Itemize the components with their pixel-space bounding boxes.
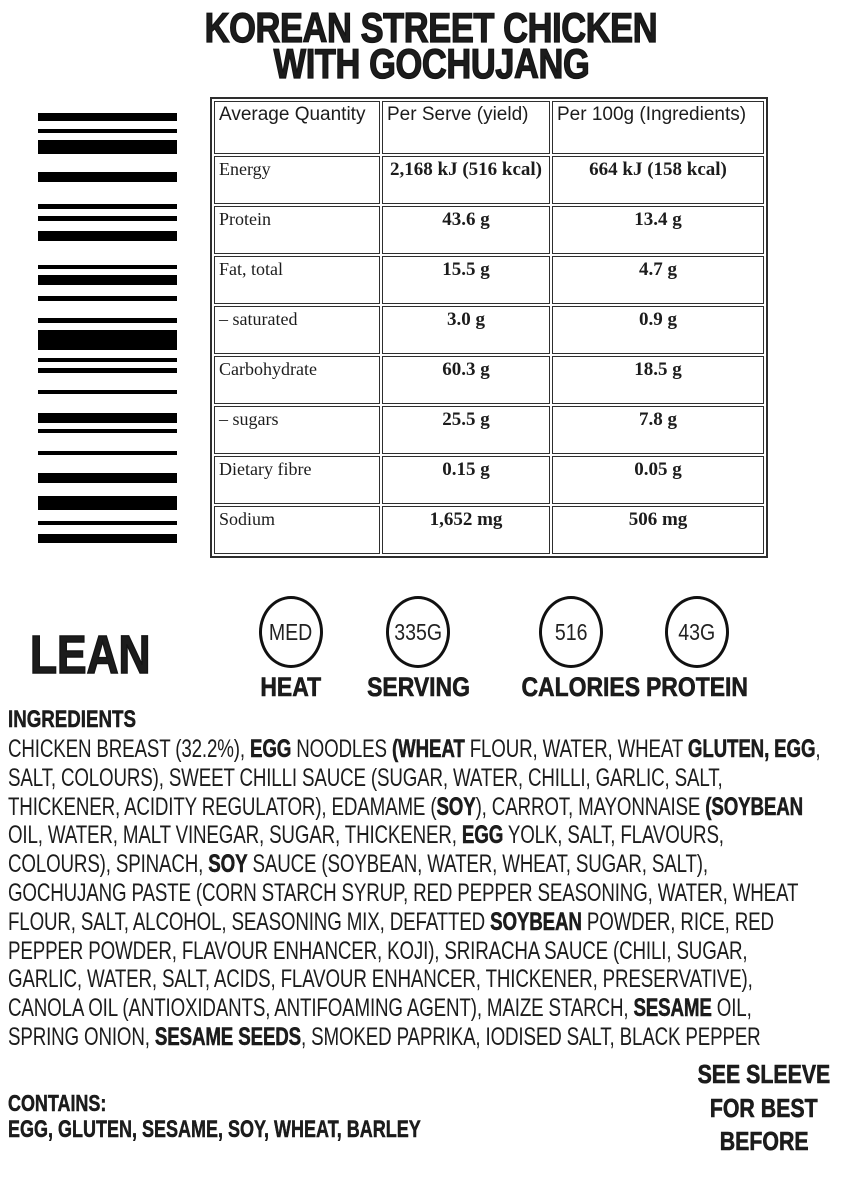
table-row-energy xyxy=(214,156,764,204)
badge-value: 43G xyxy=(678,618,716,645)
barcode-bar xyxy=(38,296,177,301)
barcode-bar xyxy=(38,275,177,285)
column-header-per-100g: Per 100g (Ingredients) xyxy=(552,101,764,154)
per-100g-value: 18.5 g xyxy=(552,356,764,404)
ingredients-line: GOCHUJANG PASTE (CORN STARCH SYRUP, RED PEPPER SEASONING, WATER, WHEAT xyxy=(8,878,799,907)
barcode-bar xyxy=(38,496,177,510)
contains-allergens: EGG, GLUTEN, SESAME, SOY, WHEAT, BARLEY xyxy=(8,1116,421,1143)
table-row-sodium xyxy=(214,506,764,554)
nutrition-panel xyxy=(210,97,768,558)
best-before-line1: SEE SLEEVE xyxy=(697,1059,831,1089)
barcode-bar xyxy=(38,390,177,394)
nutrition-table-header-row xyxy=(214,101,764,154)
row-label: Dietary fibre xyxy=(214,456,380,504)
table-row-dietary-fibre xyxy=(214,456,764,504)
badge-row xyxy=(0,596,862,706)
ingredients-line: CANOLA OIL (ANTIOXIDANTS, ANTIFOAMING AGENT), MAIZE STARCH, SESAME OIL, xyxy=(8,994,752,1023)
table-row-protein xyxy=(214,206,764,254)
badge-label: PROTEIN xyxy=(646,672,749,702)
per-100g-value: 506 mg xyxy=(552,506,764,554)
ingredients-line: CHICKEN BREAST (32.2%), EGG NOODLES (WHEAT FLOUR, WATER, WHEAT GLUTEN, EGG, xyxy=(8,735,821,763)
row-label: – saturated xyxy=(214,306,380,354)
row-label: Protein xyxy=(214,206,380,254)
per-serve-value: 15.5 g xyxy=(382,256,550,304)
badge-protein xyxy=(637,596,757,703)
best-before-note xyxy=(664,1058,862,1159)
lean-badge: LEAN xyxy=(30,625,151,685)
ingredients-text xyxy=(8,735,862,1052)
badge-value: 516 xyxy=(554,618,588,645)
badge-calories xyxy=(511,596,641,703)
barcode-bar xyxy=(38,473,177,483)
barcode-bar xyxy=(38,140,177,154)
row-label: Sodium xyxy=(214,506,380,554)
column-header-average-quantity: Average Quantity xyxy=(214,101,380,154)
table-row-sugars xyxy=(214,406,764,454)
table-row-carbohydrate xyxy=(214,356,764,404)
badge-label: SERVING xyxy=(367,672,470,702)
row-label: Fat, total xyxy=(214,256,380,304)
barcode-bar xyxy=(38,330,177,350)
barcode-bar xyxy=(38,129,177,133)
row-label: – sugars xyxy=(214,406,380,454)
ingredients-line: SALT, COLOURS), SWEET CHILLI SAUCE (SUGAR, WATER, CHILLI, GARLIC, SALT, xyxy=(8,763,723,792)
calories-circle-icon xyxy=(539,596,603,668)
row-label: Carbohydrate xyxy=(214,356,380,404)
barcode-bar xyxy=(38,358,177,362)
product-title-line1: KOREAN STREET CHICKEN xyxy=(204,4,658,51)
barcode-bar xyxy=(38,521,177,525)
ingredients-line: THICKENER, ACIDITY REGULATOR), EDAMAME (SOY), CARROT, MAYONNAISE (SOYBEAN xyxy=(8,792,804,821)
per-serve-value: 3.0 g xyxy=(382,306,550,354)
ingredients-line: OIL, WATER, MALT VINEGAR, SUGAR, THICKENER, EGG YOLK, SALT, FLAVOURS, xyxy=(8,821,724,850)
table-row-fat-total xyxy=(214,256,764,304)
badge-label: HEAT xyxy=(260,672,322,702)
per-serve-value: 0.15 g xyxy=(382,456,550,504)
per-100g-value: 664 kJ (158 kcal) xyxy=(552,156,764,204)
barcode xyxy=(38,113,177,543)
column-header-per-serve: Per Serve (yield) xyxy=(382,101,550,154)
barcode-bar xyxy=(38,368,177,373)
barcode-bar xyxy=(38,113,177,121)
best-before-line2: FOR BEST xyxy=(710,1092,818,1123)
per-serve-value: 25.5 g xyxy=(382,406,550,454)
per-100g-value: 13.4 g xyxy=(552,206,764,254)
ingredients-line: COLOURS), SPINACH, SOY SAUCE (SOYBEAN, WATER, WHEAT, SUGAR, SALT), xyxy=(8,850,708,879)
badge-serving xyxy=(358,596,478,703)
heat-circle-icon xyxy=(259,596,323,668)
row-label: Energy xyxy=(214,156,380,204)
ingredients-line: FLOUR, SALT, ALCOHOL, SEASONING MIX, DEFATTED SOYBEAN POWDER, RICE, RED xyxy=(8,907,774,936)
barcode-bar xyxy=(38,413,177,423)
barcode-bar xyxy=(38,534,177,543)
per-serve-value: 2,168 kJ (516 kcal) xyxy=(382,156,550,204)
ingredients-line: GARLIC, WATER, SALT, ACIDS, FLAVOUR ENHANCER, THICKENER, PRESERVATIVE), xyxy=(8,965,753,994)
badge-heat xyxy=(231,596,351,703)
best-before-line3: BEFORE xyxy=(719,1126,809,1156)
ingredients-line: SPRING ONION, SESAME SEEDS, SMOKED PAPRIKA, IODISED SALT, BLACK PEPPER xyxy=(8,1022,761,1051)
barcode-bar xyxy=(38,231,177,241)
badge-value: 335G xyxy=(394,618,442,645)
ingredients-line: PEPPER POWDER, FLAVOUR ENHANCER, KOJI), SRIRACHA SAUCE (CHILI, SUGAR, xyxy=(8,936,748,965)
badge-label: CALORIES xyxy=(521,672,641,702)
nutrition-table xyxy=(210,97,768,558)
barcode-bar xyxy=(38,216,177,221)
product-title-line2: WITH GOCHUJANG xyxy=(273,40,589,87)
per-100g-value: 0.05 g xyxy=(552,456,764,504)
barcode-bar xyxy=(38,265,177,269)
badge-value: MED xyxy=(269,618,313,645)
table-row-saturated xyxy=(214,306,764,354)
barcode-bar xyxy=(38,429,177,433)
contains-heading: CONTAINS: xyxy=(8,1090,107,1116)
ingredients-heading: INGREDIENTS xyxy=(8,706,136,733)
per-serve-value: 60.3 g xyxy=(382,356,550,404)
per-100g-value: 7.8 g xyxy=(552,406,764,454)
per-100g-value: 4.7 g xyxy=(552,256,764,304)
barcode-bar xyxy=(38,204,177,209)
serving-circle-icon xyxy=(386,596,450,668)
per-serve-value: 43.6 g xyxy=(382,206,550,254)
per-100g-value: 0.9 g xyxy=(552,306,764,354)
barcode-bar xyxy=(38,451,177,455)
product-title xyxy=(0,4,862,87)
per-serve-value: 1,652 mg xyxy=(382,506,550,554)
protein-circle-icon xyxy=(665,596,729,668)
barcode-bar xyxy=(38,318,177,323)
barcode-bar xyxy=(38,172,177,182)
